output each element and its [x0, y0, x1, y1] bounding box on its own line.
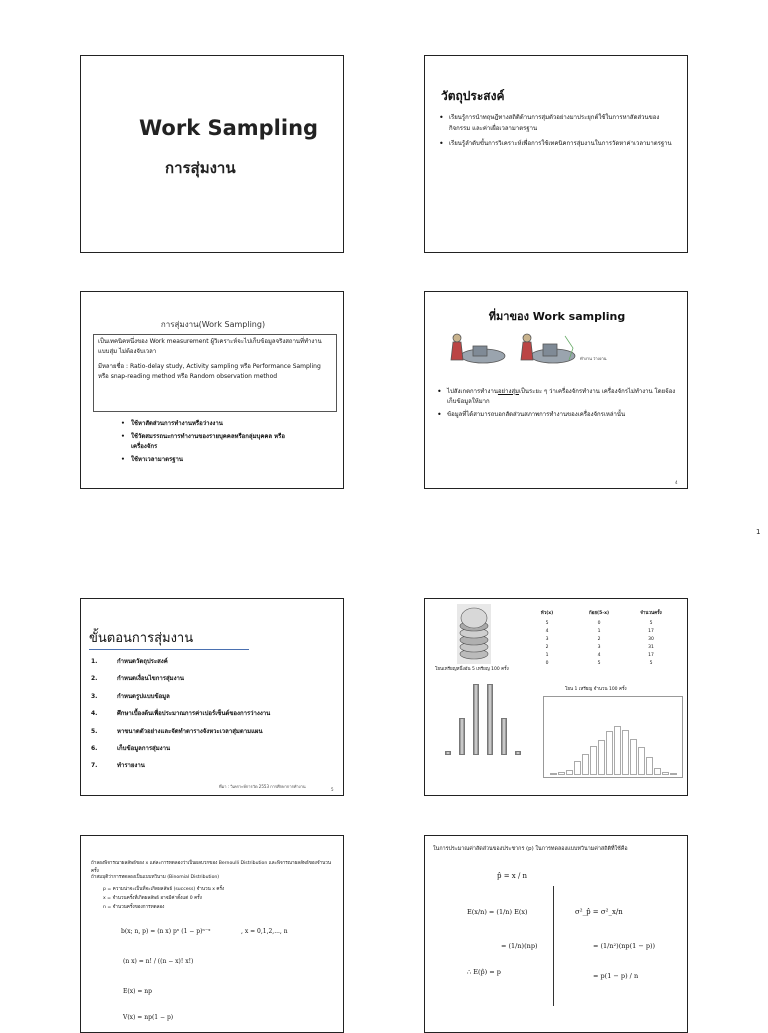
formula-binomial: b(x; n, p) = (n x) pˣ (1 − p)ⁿ⁻ˣ — [121, 928, 211, 935]
histogram-bar — [670, 773, 677, 775]
step-item — [91, 744, 341, 754]
table-cell: 17 — [648, 629, 654, 634]
histogram-bar — [582, 754, 589, 775]
histogram-bar — [598, 740, 605, 775]
table-row — [521, 661, 677, 669]
histogram-bar — [662, 772, 669, 775]
step-number: 6. — [91, 744, 98, 752]
slide-page-number: 5 — [331, 787, 334, 792]
slide-origin — [424, 291, 688, 489]
use-item: • ใช้หาสัดส่วนการทำงานหรือว่างงาน — [121, 419, 301, 429]
step-item — [91, 657, 341, 667]
use-item: • ใช้วัดสมรรถนะการทำงานของรายบุคคลหรือกลุ่มบุคคล หรือเครื่องจักร — [121, 432, 301, 452]
formula-variance: V(x) = np(1 − p) — [123, 1014, 174, 1021]
binomial-intro: ถ้าลองพิจารณาผลลัพธ์ของ x แต่ละการทดลองว่าเป็นผลบวกของ Bernoulli Distribution และพิจารณาผลลัพธ์ของจำนวนครั้ง — [91, 861, 332, 874]
coin-table — [521, 609, 677, 669]
step-number: 2. — [91, 675, 98, 683]
step-number: 3. — [91, 692, 98, 700]
workers-illustration — [443, 328, 583, 368]
formula-variance-3: = p(1 − p) / n — [593, 972, 639, 980]
slide-binomial — [80, 835, 344, 1033]
coin-stack-image — [457, 604, 491, 664]
step-item — [91, 692, 341, 702]
steps-list — [91, 657, 341, 779]
histogram-bar — [606, 731, 613, 775]
coin-caption: โยนเหรียญหนึ่งอัน 5 เหรียญ 100 ครั้ง — [435, 667, 509, 672]
table-cell: 2 — [545, 645, 549, 650]
definition-text: เป็นเทคนิคหนึ่งของ Work measurement ผู้วิเคราะห์จะไปเก็บข้อมูลจริงสถานที่ทำงานแบบสุ่ม ไม่ต้องจับเวลา — [98, 338, 322, 355]
origin-item-text: ไปสังเกตการทำงานอย่างสุ่มเป็นระยะ ๆ ว่าเครื่องจักรทำงาน เครื่องจักรไม่ทำงาน โดยจ้องเก็บข้อมูลให้มาก — [447, 388, 676, 405]
bar — [515, 751, 521, 755]
col-header: ก้อย(5-x) — [588, 611, 610, 616]
histogram-bar — [558, 772, 565, 775]
table-cell: 5 — [545, 621, 549, 626]
page-number: 1 — [756, 528, 761, 536]
histogram-caption: โยน 1 เหรียญ จำนวน 100 ครั้ง — [565, 687, 627, 692]
step-number: 5. — [91, 727, 98, 735]
table-row — [521, 645, 677, 653]
step-number: 4. — [91, 710, 98, 718]
underlined-word: อย่างสุ่ม — [497, 388, 519, 395]
slide-title — [80, 55, 344, 253]
objectives-list — [439, 112, 675, 153]
table-row — [521, 653, 677, 661]
formula-combination: (n x) = n! / ((n − x)! x!) — [123, 958, 194, 965]
slide-estimation — [424, 835, 688, 1033]
origin-list — [437, 387, 681, 423]
histogram-bar — [638, 747, 645, 775]
step-text: ศึกษาเบื้องต้นเพื่อประมาณการค่าเปอร์เซ็นต์ของการว่างงาน — [117, 710, 271, 718]
table-cell: 2 — [597, 637, 601, 642]
slide-page-number: 4 — [675, 480, 678, 485]
bar-chart-left — [439, 681, 539, 755]
def-p: p = ความน่าจะเป็นที่จะเกิดผลลัพธ์ (success) จำนวน x ครั้ง — [103, 887, 225, 892]
step-text: เก็บข้อมูลการสุ่มงาน — [117, 744, 171, 752]
step-number: 1. — [91, 658, 98, 665]
formula-variance-2: = (1/n²)(np(1 − p)) — [593, 942, 656, 950]
aliases-text: มีหลายชื่อ : Ratio-delay study, Activity sampling หรือ Performance Sampling หรือ snap-reading method หรือ Random observation method — [98, 363, 321, 380]
bar — [445, 751, 451, 755]
origin-item — [437, 387, 681, 407]
slide-title-heading: Work Sampling — [139, 116, 319, 140]
col-header: หัว(x) — [540, 611, 554, 616]
illustration-caption: ทำงาน ว่างงาน — [580, 356, 607, 361]
steps-title: ขั้นตอนการสุ่มงาน — [89, 631, 194, 646]
definition-box — [93, 334, 337, 412]
table-cell: 30 — [648, 637, 654, 642]
formula-expectation-2: = (1/n)(np) — [501, 942, 538, 950]
table-cell: 5 — [597, 661, 601, 666]
bar — [487, 684, 493, 755]
slide-coin-experiment — [424, 598, 688, 796]
step-item — [91, 761, 341, 771]
title-underline — [89, 649, 249, 650]
step-number: 7. — [91, 762, 98, 770]
histogram-bar — [590, 746, 597, 775]
slide-steps — [80, 598, 344, 796]
slide-definition — [80, 291, 344, 489]
table-row — [521, 637, 677, 645]
step-text: กำหนดวัตถุประสงค์ — [117, 658, 168, 665]
slide-title-subtitle: การสุ่มงาน — [165, 159, 236, 177]
step-text: ทำรายงาน — [117, 762, 145, 770]
table-cell: 0 — [545, 661, 549, 666]
formula-range: , x = 0,1,2,..., n — [241, 928, 288, 935]
table-cell: 4 — [597, 653, 601, 658]
objective-item: • เรียนรู้การนำทฤษฎีทางสถิติด้านการสุ่มตัวอย่างมาประยุกต์ใช้ในการหาสัดส่วนของกิจกรรม และค่าเผื่อเวลามาตรฐาน — [439, 112, 675, 134]
histogram-bar — [550, 773, 557, 775]
def-x: x = จำนวนครั้งที่เกิดผลลัพธ์ อาจมีค่าตั้งแต่ 0 ครั้ง — [103, 896, 202, 901]
divider-line — [553, 886, 554, 1006]
step-item — [91, 674, 341, 684]
table-cell: 5 — [649, 661, 653, 666]
step-item — [91, 709, 341, 719]
table-cell: 4 — [545, 629, 549, 634]
step-text: กำหนดรูปแบบข้อมูล — [117, 692, 170, 700]
def-n: n = จำนวนครั้งของการทดลอง — [103, 905, 165, 910]
slide-footer: ที่มา : วิเคราะห์การวัด 2553 การศึกษาการทำงาน — [219, 784, 306, 789]
table-row — [521, 629, 677, 637]
table-cell: 0 — [597, 621, 601, 626]
table-cell: 5 — [649, 621, 653, 626]
objective-item: • เรียนรู้ลำดับขั้นการวิเคราะห์เพื่อการใช้เทคนิคการสุ่มงานในการวัดหาค่าเวลามาตรฐาน — [439, 138, 675, 149]
histogram-box — [543, 696, 683, 778]
bar — [473, 684, 479, 755]
table-cell: 1 — [545, 653, 549, 658]
uses-list — [121, 419, 301, 468]
histogram-bar — [630, 739, 637, 775]
step-item — [91, 727, 341, 737]
formula-mean: E(x) = np — [123, 988, 152, 995]
table-row — [521, 621, 677, 629]
formula-variance-p: σ²_p̂ = σ²_x/n — [575, 908, 623, 916]
table-cell: 3 — [597, 645, 601, 650]
formula-expectation: E(x/n) = (1/n) E(x) — [467, 908, 528, 916]
objectives-heading: วัตถุประสงค์ — [441, 89, 505, 103]
step-text: กำหนดเงื่อนไขการสุ่มงาน — [117, 675, 185, 683]
table-cell: 17 — [648, 653, 654, 658]
origin-title: ที่มาของ Work sampling — [488, 310, 626, 323]
use-item: • ใช้หาเวลามาตรฐาน — [121, 455, 301, 465]
histogram-bar — [622, 730, 629, 775]
bar — [501, 718, 507, 755]
origin-item: • ข้อมูลที่ได้สามารถบอกสัดส่วนสภาพการทำงานของเครื่องจักรเหล่านั้น — [437, 410, 681, 420]
step-text: หาขนาดตัวอย่างและจัดทำตารางจังหวะเวลาสุ่มตามแผน — [117, 727, 263, 735]
estimation-intro: ในการประมาณค่าสัดส่วนของประชากร (p) ในการทดลองแบบทวินามค่าสถิติที่ใช้คือ — [433, 846, 628, 852]
binomial-intro2: ถ้าสมมุติว่าการทดลองเป็นแบบทวินาม (Binomial Distribution) — [91, 875, 220, 880]
histogram-bar — [646, 757, 653, 775]
table-cell: 31 — [648, 645, 654, 650]
formula-p-hat: p̂ = x / n — [497, 872, 528, 880]
definition-title: การสุ่มงาน(Work Sampling) — [160, 320, 266, 329]
formula-expectation-3: ∴ E(p̂) = p — [467, 968, 501, 976]
col-header: จำนวนครั้ง — [640, 611, 662, 616]
table-cell: 1 — [597, 629, 601, 634]
bar — [459, 718, 465, 755]
table-cell: 3 — [545, 637, 549, 642]
slide-objectives — [424, 55, 688, 253]
histogram-bar — [574, 761, 581, 775]
histogram-bar — [614, 726, 621, 775]
histogram-bar — [566, 770, 573, 775]
histogram-bar — [654, 768, 661, 775]
